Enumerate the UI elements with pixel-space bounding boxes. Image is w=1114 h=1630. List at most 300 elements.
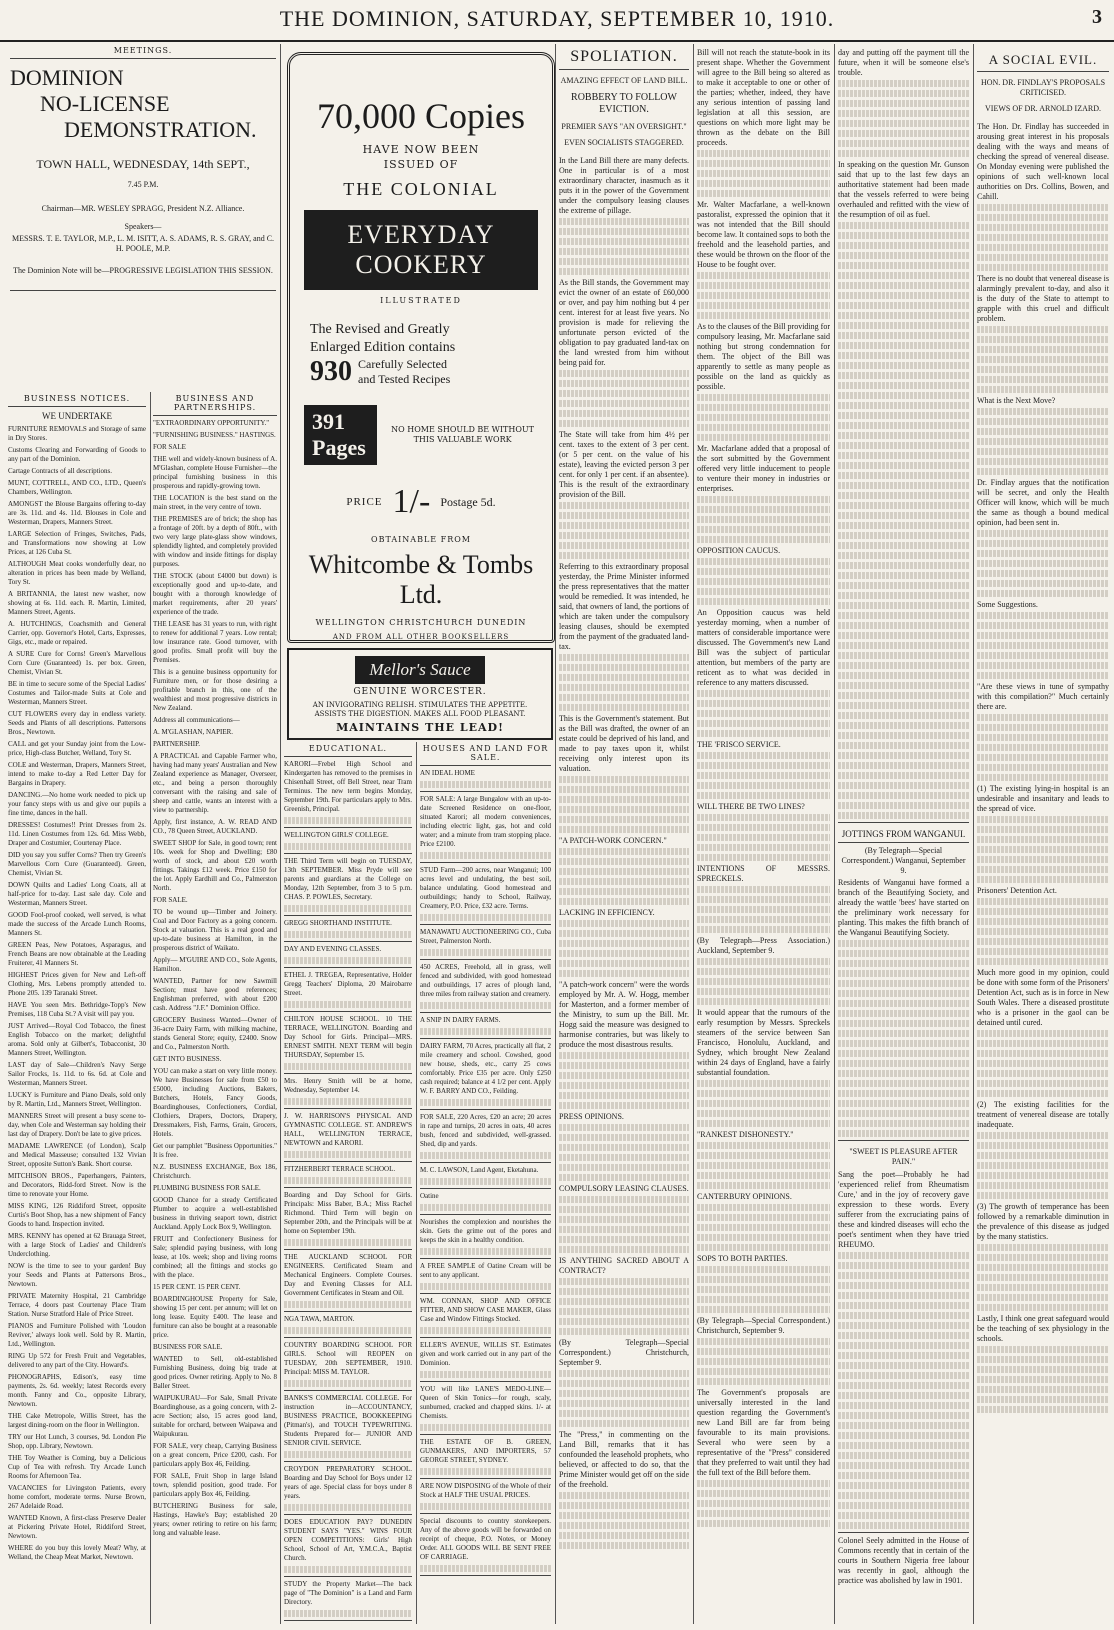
text-filler <box>977 366 1109 373</box>
text-filler <box>284 1001 412 1008</box>
business-advert: Apply, first instance, A. W. READ AND CO., 78 Queen Street, AUCKLAND. <box>153 818 277 835</box>
text-filler <box>697 312 830 319</box>
article-paragraph: As to the clauses of the Bill providing for compulsory leasing, Mr. Macfarlane said nothing but strong condemnation for them. The object of the Bill was apparently to settle as many people as possible on the land as quickly as possible. <box>697 322 830 391</box>
business-notice: FURNITURE REMOVALS and Storage of same in Dry Stores. <box>8 425 146 442</box>
property-advert: Special discounts to country storekeepers. Any of the above goods will be forwarded on receipt of cheque, P.O. Notes, or Money Order. ALL GOODS WILL BE SENT FREE OF CARRIAGE. <box>420 1517 551 1561</box>
column-rule <box>973 44 974 1624</box>
text-filler <box>420 1152 551 1159</box>
business-advert: A PRACTICAL and Capable Farmer who, having had many years' Australian and New Zealand experience as Manager, Overseer, etc., and being a person thoroughly conversant with the raising and sale of sheep and cattle, wants an interest with a view to partnership. <box>153 752 277 814</box>
column-rule <box>416 742 417 1624</box>
business-advert: WAIPUKURAU—For Sale, Small Private Boardinghouse, as a going concern, with 2-acre Section; also, 15 acres good land, suitable for orchard, between Waipawa and Waipukurau. <box>153 1394 277 1438</box>
business-advert: THE well and widely-known business of A. M'Glashan, complete House Furnisher—the principal furnishing business in this prosperous and rapidly-growing town. <box>153 455 277 490</box>
business-notice: PRIVATE Maternity Hospital, 21 Cambridge Terrace, 4 doors past Courtenay Place Tram Station. Nurse Stratford Hale of Price Street. <box>8 1292 146 1318</box>
text-filler <box>697 762 830 769</box>
social-evil-sub-2: VIEWS OF DR. ARNOLD IZARD. <box>985 104 1101 113</box>
notice-title-3: DEMONSTRATION. <box>64 117 257 142</box>
text-filler <box>977 1254 1109 1261</box>
copies-sub-2: ISSUED OF <box>383 158 459 171</box>
text-filler <box>559 796 689 803</box>
we-undertake: WE UNDERTAKE <box>42 411 112 421</box>
business-notice: MRS. KENNY has opened at 62 Brauaga Street, with a large Stock of Ladies' and Children's Underclothing. <box>8 1232 146 1258</box>
text-filler <box>559 1246 689 1253</box>
separator <box>420 1337 551 1338</box>
text-filler <box>697 160 830 167</box>
spoliation-sub-4: EVEN SOCIALISTS STAGGERED. <box>564 138 684 147</box>
business-notice: CALL and get your Sunday joint from the Low-price, High-class Butcher, Welland, Tory St. <box>8 740 146 757</box>
column-rule <box>834 44 835 1624</box>
business-notice: VACANCIES for Livingston Patients, every home comfort, moderate terms. Nurse Brown, 267 Adelaide Road. <box>8 1484 146 1510</box>
text-filler <box>420 1028 551 1035</box>
obtainable-from: OBTAINABLE FROM <box>371 535 471 544</box>
text-filler <box>977 1070 1109 1077</box>
text-filler <box>697 506 830 513</box>
text-filler <box>977 662 1109 669</box>
business-advert: PLUMBING BUSINESS FOR SALE. <box>153 1184 261 1192</box>
business-advert: "EXTRAORDINARY OPPORTUNITY." <box>153 419 270 427</box>
text-filler <box>977 234 1109 241</box>
business-notice: THE Cake Metropole, Willis Street, has the largest dining-room on the floor in Wellington. <box>8 1412 146 1429</box>
text-filler <box>697 1338 830 1345</box>
houses-land-list <box>420 769 551 1576</box>
text-filler <box>697 282 830 289</box>
text-filler <box>559 1174 689 1181</box>
text-filler <box>284 1239 412 1246</box>
text-filler <box>977 724 1109 731</box>
text-filler <box>559 532 689 539</box>
business-advert: FOR SALE. <box>153 896 188 904</box>
text-filler <box>697 958 830 965</box>
article-paragraph: (3) The growth of temperance has been followed by a remarkable diminution in the prevalence of this disease as judged by the many statistics. <box>977 1202 1109 1241</box>
text-filler <box>977 1060 1109 1067</box>
separator <box>420 924 551 925</box>
business-notices-heading: BUSINESS NOTICES. <box>23 394 131 403</box>
text-filler <box>559 370 689 377</box>
separator <box>420 1162 551 1163</box>
business-advert: Apply— M'GUIRE AND CO., Sole Agents, Hamilton. <box>153 956 277 973</box>
text-filler <box>977 856 1109 863</box>
text-filler <box>977 1386 1109 1393</box>
text-filler <box>977 244 1109 251</box>
text-filler <box>559 1390 689 1397</box>
text-filler <box>697 516 830 523</box>
text-filler <box>559 776 689 783</box>
article-paragraph: The "Press," in commenting on the Land Bill, remarks that it has confounded the leasehold prophets, who believed, or affected to do so, that the Prime Minister would get off on the side of the freehold. <box>559 1430 689 1489</box>
text-filler <box>697 752 830 759</box>
text-filler <box>559 1420 689 1427</box>
text-filler <box>977 1172 1109 1179</box>
revised-line-4: and Tested Recipes <box>358 372 451 386</box>
text-filler <box>559 786 689 793</box>
property-advert: YOU will like LANE'S MEDO-LINE—Queen of Skin Tonics—for rough, scaly, sunburned, cracked and chapped skins. 1/- at Chemists. <box>420 1385 551 1420</box>
text-filler <box>697 578 830 585</box>
text-filler <box>697 1224 830 1231</box>
text-filler <box>559 1542 689 1549</box>
business-notice: JUST Arrived—Royal Cod Tobacco, the finest English Tobacco on the market; delightful aroma. Sold only at Gilbert's, Tobacconist, 30 Manners Street, Wellington. <box>8 1022 146 1057</box>
text-filler <box>559 1164 689 1171</box>
page-number: 3 <box>1092 6 1102 28</box>
separator <box>420 1513 551 1514</box>
copies-sub-1: HAVE NOW BEEN <box>362 143 480 156</box>
separator <box>284 915 412 916</box>
text-filler <box>977 774 1109 781</box>
text-filler <box>559 1052 689 1059</box>
text-filler <box>559 1308 689 1315</box>
text-filler <box>559 1102 689 1109</box>
text-filler <box>977 826 1109 833</box>
text-filler <box>697 1142 830 1149</box>
separator <box>284 1337 412 1338</box>
separator <box>420 1575 551 1576</box>
text-filler <box>697 588 830 595</box>
text-filler <box>420 1248 551 1255</box>
property-advert: WM. CONNAN, SHOP AND OFFICE FITTER, AND SHOW CASE MAKER, Glass Case and Window Fittings Stocked. <box>420 1297 551 1323</box>
text-filler <box>977 866 1109 873</box>
text-filler <box>977 672 1109 679</box>
article-paragraph: "Are these views in tune of sympathy with this compilation?" Much certainly there are. <box>977 682 1109 711</box>
column-rule <box>693 44 694 1624</box>
business-notice: NOW is the time to see to your garden! Buy your Seeds and Plants at Pattersons Bros., Newtown. <box>8 1262 146 1288</box>
copies-headline: 70,000 Copies <box>316 96 525 136</box>
educational-heading: EDUCATIONAL. <box>308 744 388 753</box>
business-advert: THE LOCATION is the best stand on the main street, in the very centre of town. <box>153 494 277 511</box>
text-filler <box>284 1301 412 1308</box>
business-notice: AMONGST the Blouse Bargains offering to-day are 3s. 11d. and 4s. 11d. Blouses in Cole and Westerman, Drapers, Manners Street. <box>8 500 146 526</box>
notice-venue: TOWN HALL, WEDNESDAY, 14th SEPT., <box>36 157 250 171</box>
property-advert: DAIRY FARM, 70 Acres, practically all flat, 2 mile creamery and school. Cowshed, good new house, sheds, etc., carry 25 cows comfortably. Price £35 per acre. Only £250 cash required; balance at 4 1/2 per cent. Apply W. F. BARRY AND CO., Feilding. <box>420 1042 551 1095</box>
text-filler <box>697 700 830 707</box>
text-filler <box>977 1192 1109 1199</box>
pleasure-heading: "SWEET IS PLEASURE AFTER PAIN." <box>849 1147 958 1166</box>
text-filler <box>559 970 689 977</box>
text-filler <box>559 950 689 957</box>
text-filler <box>977 744 1109 751</box>
text-filler <box>697 302 830 309</box>
text-filler <box>977 1346 1109 1353</box>
text-filler <box>977 376 1109 383</box>
text-filler <box>697 1100 830 1107</box>
text-filler <box>559 684 689 691</box>
text-filler <box>977 336 1109 343</box>
text-filler <box>697 404 830 411</box>
separator <box>284 827 412 828</box>
article-paragraph: (2) The existing facilities for the treatment of venereal disease are totally inadequate. <box>977 1100 1109 1129</box>
separator <box>420 1012 551 1013</box>
text-filler <box>284 843 412 850</box>
text-filler <box>977 1142 1109 1149</box>
text-filler <box>977 652 1109 659</box>
text-filler <box>284 905 412 912</box>
text-filler <box>977 846 1109 853</box>
business-advert: WANTED, Partner for new Sawmill Section; must have good references; Englishman preferred, with about £200 cash. Address "J.F." Dominion Office. <box>153 977 277 1012</box>
text-filler <box>977 622 1109 629</box>
text-filler <box>559 694 689 701</box>
text-filler <box>559 410 689 417</box>
business-notice: MADAME LAWRENCE (of London), Scalp and Medical Masseuse; consulted 132 Vivian Street, opposite Sutton's Bank. Short course. <box>8 1142 146 1168</box>
text-filler <box>284 1177 412 1184</box>
property-advert: Nourishes the complexion and nourishes the skin. Gets the grime out of the pores and keeps the skin in a healthy condition. <box>420 1218 551 1244</box>
business-notice: CUT FLOWERS every day in endless variety. Seeds and Plants of all descriptions. Pattersons Bros., Newtown. <box>8 710 146 736</box>
text-filler <box>977 254 1109 261</box>
article-paragraph: This is the Government's statement. But as the Bill was drafted, the owner of an estate could be deprived of his land, and made to pay taxes upon it, whilst receiving only interest upon its valuation. <box>559 714 689 773</box>
article-paragraph: "RANKEST DISHONESTY." <box>697 1130 794 1139</box>
business-notice: PIANOS and Furniture Polished with 'Loudon Reviver,' always look well. Sold by R. Martin, Ltd., Wellington. <box>8 1322 146 1348</box>
text-filler <box>697 1490 830 1497</box>
text-filler <box>697 926 830 933</box>
business-advert: FOR SALE, very cheap, Carrying Business on a great concern, Price £200, cash. For particulars apply Box 46, Feilding. <box>153 1442 277 1468</box>
business-notice: A. HUTCHINGS, Coachsmith and General Carrier, opp. Governor's Hotel, Carts, Expresses, Gigs, etc., made or repaired. <box>8 620 146 646</box>
notice-note: The Dominion Note will be—PROGRESSIVE LEGISLATION THIS SESSION. <box>13 266 273 275</box>
text-filler <box>977 214 1109 221</box>
text-filler <box>697 1306 830 1313</box>
business-notice: WANTED Known, A first-class Preserve Dealer at Pickering Private Hotel, Riddiford Street, Newtown. <box>8 1514 146 1540</box>
text-filler <box>977 1182 1109 1189</box>
text-filler <box>697 730 830 737</box>
text-filler <box>697 1110 830 1117</box>
article-paragraph: LACKING IN EFFICIENCY. <box>559 908 655 917</box>
article-paragraph: Bill will not reach the statute-book in its present shape. Whether the Government will agree to the Bill being so altered as to make it acceptable to one or other of the parties; whether, indeed, they have any serious intention of passing land legislation at all this session, are questions on which more light may be thrown as the debate on the Bill proceeds. <box>697 48 830 147</box>
text-filler <box>559 1092 689 1099</box>
separator <box>284 941 412 942</box>
text-filler <box>977 418 1109 425</box>
separator <box>420 1188 551 1189</box>
column-rule <box>555 44 556 1624</box>
text-filler <box>559 1082 689 1089</box>
text-filler <box>697 434 830 441</box>
business-notice: RING Up 572 for Fresh Fruit and Vegetables, delivered to any part of the City. Howard's. <box>8 1352 146 1369</box>
property-advert: Oatine <box>420 1192 439 1200</box>
text-filler <box>559 420 689 427</box>
text-filler <box>697 1296 830 1303</box>
text-filler <box>697 844 830 851</box>
social-evil-headline: A SOCIAL EVIL. <box>988 52 1098 67</box>
separator <box>284 1461 412 1462</box>
article-paragraph: Mr. Macfarlane added that a proposal of the sort submitted by the Government offered very little inducement to people to venture their money in industries or enterprises. <box>697 444 830 493</box>
text-filler <box>559 878 689 885</box>
postage: Postage 5d. <box>440 494 496 509</box>
separator <box>284 1108 412 1109</box>
text-filler <box>559 1318 689 1325</box>
text-filler <box>284 931 412 938</box>
text-filler <box>420 1178 551 1185</box>
text-filler <box>559 1380 689 1387</box>
business-notice: WHERE do you buy this lovely Meat? Why, at Welland, the Cheap Meat Market, Newtown. <box>8 1544 146 1561</box>
article-paragraph: Prisoners' Detention Act. <box>977 886 1057 895</box>
text-filler <box>559 654 689 661</box>
text-filler <box>420 1283 551 1290</box>
separator <box>420 1109 551 1110</box>
text-filler <box>977 1080 1109 1087</box>
text-filler <box>559 1512 689 1519</box>
text-filler <box>697 1204 830 1211</box>
educational-advert: FITZHERBERT TERRACE SCHOOL. <box>284 1165 396 1173</box>
text-filler <box>559 1206 689 1213</box>
educational-advert: NGA TAWA, MARTON. <box>284 1315 355 1323</box>
business-notice: MUNT, COTTRELL, AND CO., LTD., Queen's Chambers, Wellington. <box>8 479 146 496</box>
text-filler <box>420 1002 551 1009</box>
social-evil-article <box>977 48 1109 1624</box>
text-filler <box>977 928 1109 935</box>
article-paragraph: (1) The existing lying-in hospital is an undesirable and insanitary and leads to the spread of vice. <box>977 784 1109 813</box>
educational-advert: WELLINGTON GIRLS' COLLEGE. <box>284 831 389 839</box>
text-filler <box>977 642 1109 649</box>
business-notice: HIGHEST Prices given for New and Left-off Clothing, Mrs. Lebens promptly attended to. Phone 205. 139 Taranaki Street. <box>8 971 146 997</box>
text-filler <box>977 264 1109 271</box>
text-filler <box>559 1492 689 1499</box>
text-filler <box>697 424 830 431</box>
text-filler <box>559 1298 689 1305</box>
business-notice: DRESSES! Costumes!! Print Dresses from 2s. 11d. Linen Costumes from 12s. 6d. Miss Webb, Draper and Costumier, Courtenay Place. <box>8 821 146 847</box>
business-partnerships-column <box>153 392 277 1624</box>
spoliation-sub-3: PREMIER SAYS "AN OVERSIGHT." <box>561 122 687 131</box>
separator <box>284 967 412 968</box>
wanganui-heading: JOTTINGS FROM WANGANUI. <box>841 829 966 839</box>
article-paragraph: WILL THERE BE TWO LINES? <box>697 802 805 811</box>
educational-list <box>284 760 412 1621</box>
text-filler <box>559 848 689 855</box>
the-colonial: THE COLONIAL <box>343 179 499 199</box>
business-advert: This is a genuine business opportunity for Furniture men, or for those desiring a profitable branch in this, one of the wealthiest and most progressive districts in New Zealand. <box>153 668 277 712</box>
text-filler <box>697 792 830 799</box>
text-filler <box>559 940 689 947</box>
text-filler <box>977 1406 1109 1413</box>
text-filler <box>284 1610 412 1617</box>
recipe-count: 930 <box>310 356 352 387</box>
text-filler <box>697 1090 830 1097</box>
social-evil-sub-1: HON. DR. FINDLAY'S PROPOSALS CRITICISED. <box>980 78 1106 97</box>
article-paragraph: "A patch-work concern" were the words employed by Mr. A. W. Hogg, member for Masterton, and a former member of the Ministry, to sum up the Bill. Mr. Hogg said the measure was designed to harmonise contraries, but was likely to produce the most disastrous results. <box>559 980 689 1049</box>
educational-advert: Mrs. Henry Smith will be at home, Wednesday, September 14. <box>284 1077 412 1094</box>
separator <box>420 1381 551 1382</box>
text-filler <box>697 968 830 975</box>
text-filler <box>697 598 830 605</box>
text-filler <box>420 1204 551 1211</box>
text-filler <box>977 1264 1109 1271</box>
text-filler <box>977 1304 1109 1311</box>
text-filler <box>559 1410 689 1417</box>
article-paragraph: COMPULSORY LEASING CLAUSES. <box>559 1184 689 1193</box>
text-filler <box>559 674 689 681</box>
text-filler <box>420 914 551 921</box>
text-filler <box>697 782 830 789</box>
separator <box>284 1187 412 1188</box>
article-paragraph: It would appear that the rumours of the early resumption by Messrs. Spreckels steamers of the service between San Francisco, Honolulu, Auckland, and Sydney, which brought New Zealand within 24 days of England, have a fairly substantial foundation. <box>697 1008 830 1077</box>
text-filler <box>559 1522 689 1529</box>
text-filler <box>697 720 830 727</box>
text-filler <box>284 1063 412 1070</box>
article-paragraph: In the Land Bill there are many defects. One in particular is of a most extraordinary character, inasmuch as it puts it in the power of the Government under the compulsory leasing clauses the extreme of pillage. <box>559 156 689 215</box>
text-filler <box>559 1196 689 1203</box>
text-filler <box>697 988 830 995</box>
text-filler <box>977 438 1109 445</box>
educational-advert: Boarding and Day School for Girls. Principals: Miss Baber, B.A.; Miss Rachel Richmond. Third Term will begin on September 20th, and the Principals will be at home on September 19th. <box>284 1191 412 1235</box>
text-filler <box>559 1288 689 1295</box>
spoliation-sub-2: ROBBERY TO FOLLOW EVICTION. <box>571 92 677 115</box>
separator <box>284 1161 412 1162</box>
meetings-heading: MEETINGS. <box>113 46 173 55</box>
article-paragraph: The State will take from him 4½ per cent. taxes to the extent of 3 per cent. (or 5 per cent. on the value of his estate), leaving the evicted person 3 per cent. for only 1 per cent. if an absentee). This is the result of the extraordinary provision of the Bill. <box>559 430 689 499</box>
spoliation-headline: SPOLIATION. <box>570 48 678 65</box>
text-filler <box>697 526 830 533</box>
text-filler <box>697 906 830 913</box>
text-filler <box>977 908 1109 915</box>
text-filler <box>697 1120 830 1127</box>
business-notice: TRY our Hot Lunch, 3 courses, 9d. London Pie Shop, opp. Library, Newtown. <box>8 1433 146 1450</box>
text-filler <box>420 1503 551 1510</box>
separator <box>420 1214 551 1215</box>
business-notice: Cartage Contracts of all descriptions. <box>8 467 112 475</box>
text-filler <box>697 896 830 903</box>
separator <box>284 1390 412 1391</box>
text-filler <box>977 836 1109 843</box>
business-notice: DID you say you suffer Corns? Then try Green's Marvellous Corn Cure (Guaranteed). Green, Chemist, Vivian St. <box>8 851 146 877</box>
text-filler <box>284 1566 412 1573</box>
text-filler <box>977 326 1109 333</box>
text-filler <box>559 898 689 905</box>
text-filler <box>697 1162 830 1169</box>
business-advert: THE LEASE has 31 years to run, with right to renew for additional 7 years. Low rental; low insurance rate. Good turnover, with good profits. Small profit will buy the Premises. <box>153 620 277 664</box>
article-paragraph: Dr. Findlay argues that the notification will be secret, and only the Health Officer will know, which will be much the same as though a bound medical opinion, had been sent in. <box>977 478 1109 527</box>
text-filler <box>697 1080 830 1087</box>
no-home-note: NO HOME SHOULD BE WITHOUT THIS VALUABLE WORK <box>391 425 534 444</box>
text-filler <box>420 949 551 956</box>
text-filler <box>697 834 830 841</box>
separator <box>284 1249 412 1250</box>
article-paragraph: (By Telegraph—Press Association.) Auckland, September 9. <box>697 936 830 955</box>
separator <box>284 1514 412 1515</box>
spoliation-article <box>559 48 689 1624</box>
text-filler <box>977 1040 1109 1047</box>
text-filler <box>284 1098 412 1105</box>
business-notices-list <box>8 425 146 1562</box>
article-paragraph: There is no doubt that venereal disease is alarmingly prevalent to-day, and also it is the duty of the State to attempt to grapple with this cruel and difficult problem. <box>977 274 1109 323</box>
article-paragraph: The Hon. Dr. Findlay has succeeded in arousing great interest in his proposals dealing with the ways and means of checking the spread of venereal disease. On Monday evening were published the opinions of such well-known local authorities on Drs. Collins, Bowen, and Cahill. <box>977 122 1109 201</box>
text-filler <box>697 1234 830 1241</box>
revised-line-2: Enlarged Edition contains <box>310 340 456 355</box>
column-rule <box>150 392 151 1624</box>
text-filler <box>697 1378 830 1385</box>
notice-speakers: MESSRS. T. E. TAYLOR, M.P., L. M. ISITT, A. S. ADAMS, R. S. GRAY, and C. H. POOLE, M.P. <box>11 234 275 253</box>
text-filler <box>284 1151 412 1158</box>
text-filler <box>697 558 830 565</box>
text-filler <box>977 408 1109 415</box>
price: 1/- <box>392 483 431 520</box>
educational-advert: ETHEL J. TREGEA, Representative, Holder Gregg Teachers' Diploma, 20 Mairobarre Street. <box>284 971 412 997</box>
text-filler <box>420 781 551 788</box>
text-filler <box>284 1380 412 1387</box>
property-advert: A SNIP IN DAIRY FARMS. <box>420 1016 501 1024</box>
text-filler <box>977 448 1109 455</box>
text-filler <box>559 248 689 255</box>
text-filler <box>697 1358 830 1365</box>
text-filler <box>697 170 830 177</box>
seely-paragraph: Colonel Seely admitted in the House of Commons recently that in certain of the courts in Southern Nigeria free labour was recently in gaol, although the practice was abolished by law in 1901. <box>838 1536 969 1585</box>
educational-advert: GREGG SHORTHAND INSTITUTE. <box>284 919 392 927</box>
article-paragraph: As the Bill stands, the Government may evict the owner of an estate of £60,000 or over, and pay him nothing but 4 per cent. interest for at least five years. No provision is made for relieving the unfortunate person evicted of the obligation to pay graduated land-tax on the land wrested from him without being paid for. <box>559 278 689 367</box>
text-filler <box>697 886 830 893</box>
business-advert: N.Z. BUSINESS EXCHANGE, Box 186, Christchurch. <box>153 1163 277 1180</box>
pleasure-text: Sang the poet—Probably he had 'experienced relief from Rheumatism Cure,' and in the joy of recovery gave expression to these words. Every sufferer from the excruciating pains of these and kindred diseases will echo the poet's sentiment when they have tried RHEUMO. <box>838 1170 969 1249</box>
revised-line-1: The Revised and Greatly <box>310 322 450 337</box>
article-paragraph: INTENTIONS OF MESSRS. SPRECKELS. <box>697 864 830 883</box>
text-filler <box>977 1244 1109 1251</box>
text-filler <box>559 920 689 927</box>
text-filler <box>697 496 830 503</box>
text-filler <box>977 386 1109 393</box>
text-filler <box>559 1216 689 1223</box>
text-filler <box>977 918 1109 925</box>
text-filler <box>977 948 1109 955</box>
notice-title-2: NO-LICENSE <box>40 91 170 116</box>
